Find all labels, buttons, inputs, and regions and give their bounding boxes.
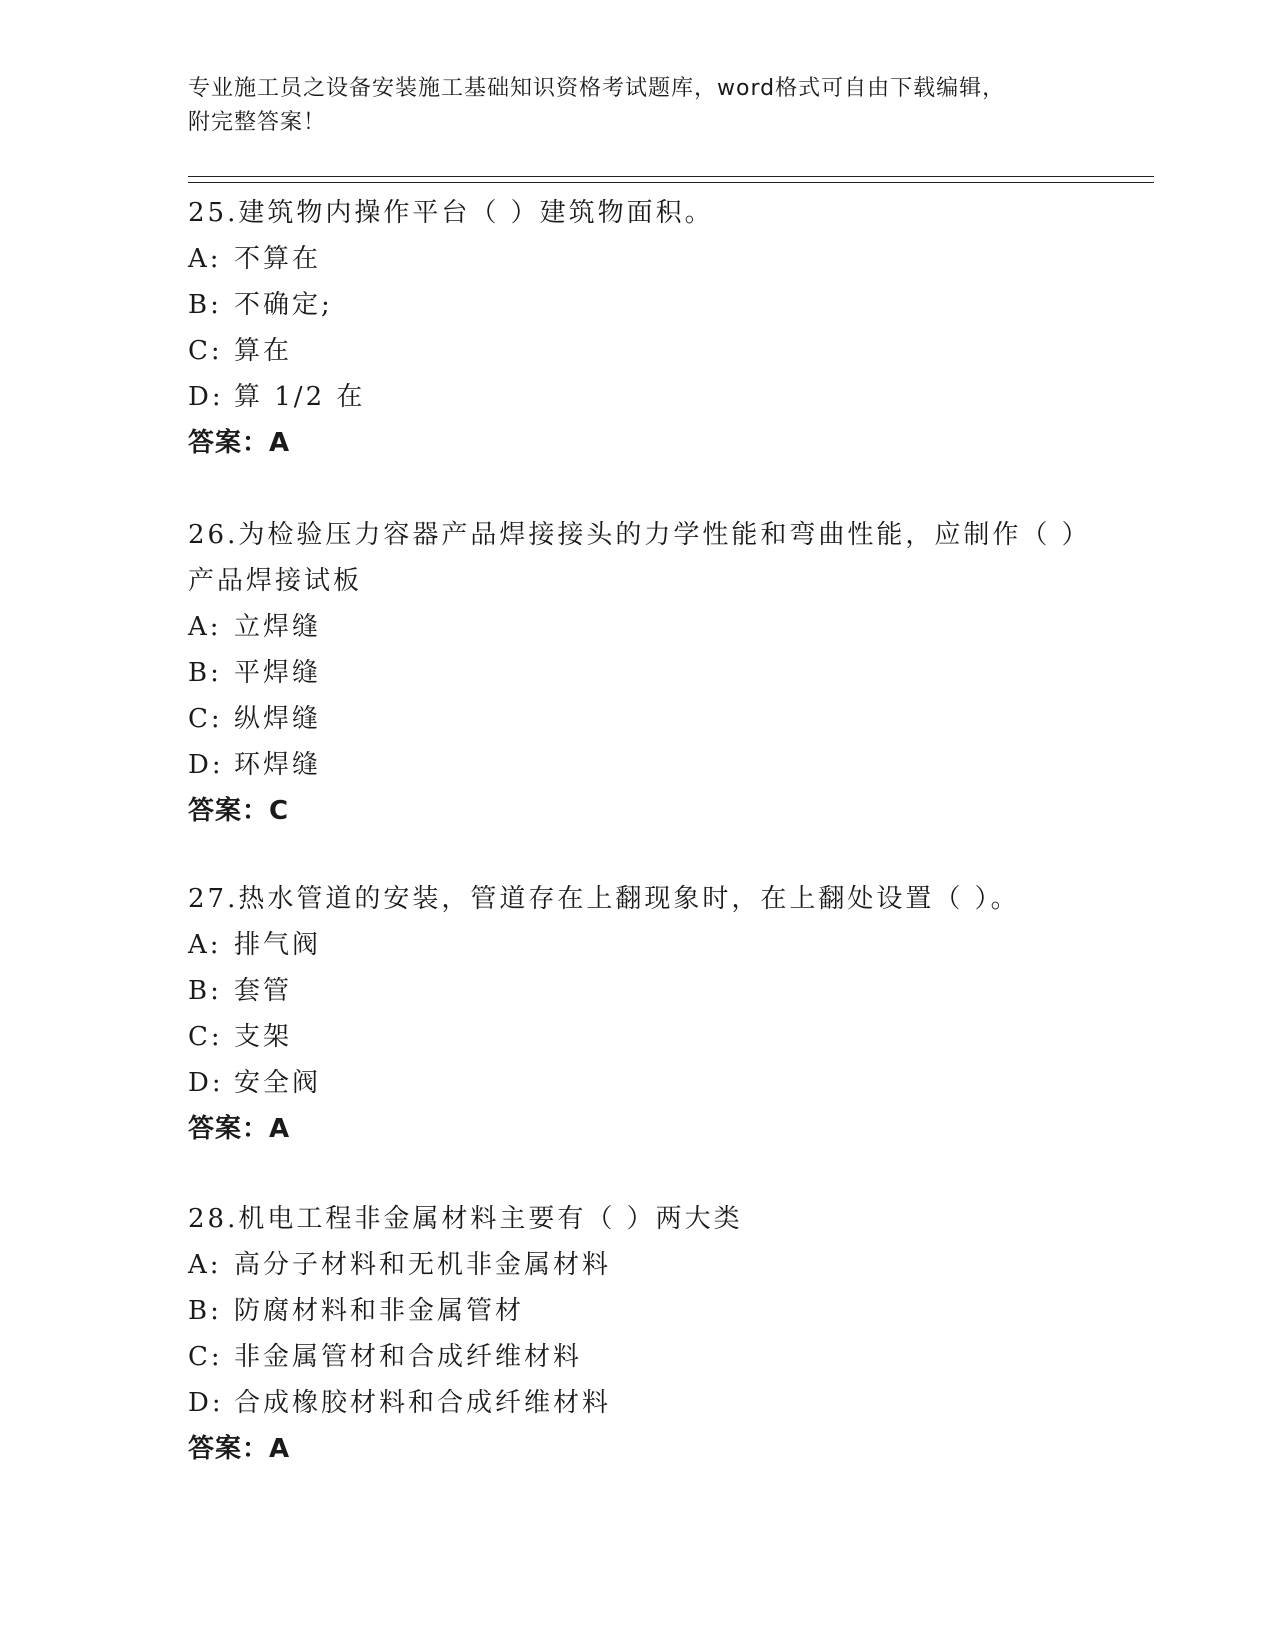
option-key: B: xyxy=(188,290,222,320)
option-d xyxy=(188,1380,1088,1426)
option-key: D: xyxy=(188,382,224,412)
option-key: A: xyxy=(188,612,222,642)
option-text: 平焊缝 xyxy=(234,658,322,688)
option-a xyxy=(188,1242,1088,1288)
answer-line: 答案：C xyxy=(188,796,290,826)
option-b xyxy=(188,650,1088,696)
option-c xyxy=(188,1014,1088,1060)
option-d xyxy=(188,374,1088,420)
option-text: 支架 xyxy=(234,1022,293,1052)
question-stem: 25.建筑物内操作平台（ ）建筑物面积。 xyxy=(188,198,714,228)
option-a xyxy=(188,604,1088,650)
option-b xyxy=(188,1288,1088,1334)
option-key: C: xyxy=(188,704,223,734)
option-key: B: xyxy=(188,1296,222,1326)
option-key: A: xyxy=(188,930,222,960)
option-c xyxy=(188,696,1088,742)
answer-line: 答案：A xyxy=(188,1114,291,1144)
question-stem: 28.机电工程非金属材料主要有（ ）两大类 xyxy=(188,1204,743,1234)
option-text: 套管 xyxy=(234,976,293,1006)
option-key: A: xyxy=(188,1250,222,1280)
question-stem: 26.为检验压力容器产品焊接接头的力学性能和弯曲性能，应制作（ ）产品焊接试板 xyxy=(188,520,1078,596)
header-line-1: 专业施工员之设备安装施工基础知识资格考试题库，word格式可自由下载编辑， xyxy=(188,76,1006,101)
option-d xyxy=(188,1060,1088,1106)
option-a xyxy=(188,922,1088,968)
document-header xyxy=(188,72,1088,140)
question-25 xyxy=(188,190,1088,466)
option-key: D: xyxy=(188,750,224,780)
option-key: B: xyxy=(188,658,222,688)
option-c xyxy=(188,1334,1088,1380)
option-text: 非金属管材和合成纤维材料 xyxy=(234,1342,583,1372)
option-text: 安全阀 xyxy=(234,1068,322,1098)
option-text: 算在 xyxy=(234,336,293,366)
option-text: 合成橡胶材料和合成纤维材料 xyxy=(234,1388,612,1418)
option-key: B: xyxy=(188,976,222,1006)
option-c xyxy=(188,328,1088,374)
question-27 xyxy=(188,876,1088,1152)
option-a xyxy=(188,236,1088,282)
option-text: 算 1/2 在 xyxy=(234,382,366,412)
header-line-2: 附完整答案！ xyxy=(188,110,327,135)
option-text: 防腐材料和非金属管材 xyxy=(234,1296,525,1326)
option-text: 高分子材料和无机非金属材料 xyxy=(234,1250,612,1280)
option-text: 不确定; xyxy=(234,290,333,320)
option-key: C: xyxy=(188,336,223,366)
option-b xyxy=(188,968,1088,1014)
option-d xyxy=(188,742,1088,788)
option-b xyxy=(188,282,1088,328)
option-text: 立焊缝 xyxy=(234,612,322,642)
question-28 xyxy=(188,1196,1088,1472)
option-text: 环焊缝 xyxy=(234,750,322,780)
header-divider-bottom xyxy=(188,182,1154,183)
option-key: D: xyxy=(188,1388,224,1418)
answer-line: 答案：A xyxy=(188,1434,291,1464)
option-key: C: xyxy=(188,1022,223,1052)
option-key: D: xyxy=(188,1068,224,1098)
question-stem: 27.热水管道的安装，管道存在上翻现象时，在上翻处设置（ ）。 xyxy=(188,884,1020,914)
option-text: 纵焊缝 xyxy=(234,704,322,734)
answer-line: 答案：A xyxy=(188,428,291,458)
option-text: 不算在 xyxy=(234,244,322,274)
header-divider-top xyxy=(188,176,1154,177)
question-26 xyxy=(188,512,1088,834)
option-key: A: xyxy=(188,244,222,274)
option-key: C: xyxy=(188,1342,223,1372)
option-text: 排气阀 xyxy=(234,930,322,960)
